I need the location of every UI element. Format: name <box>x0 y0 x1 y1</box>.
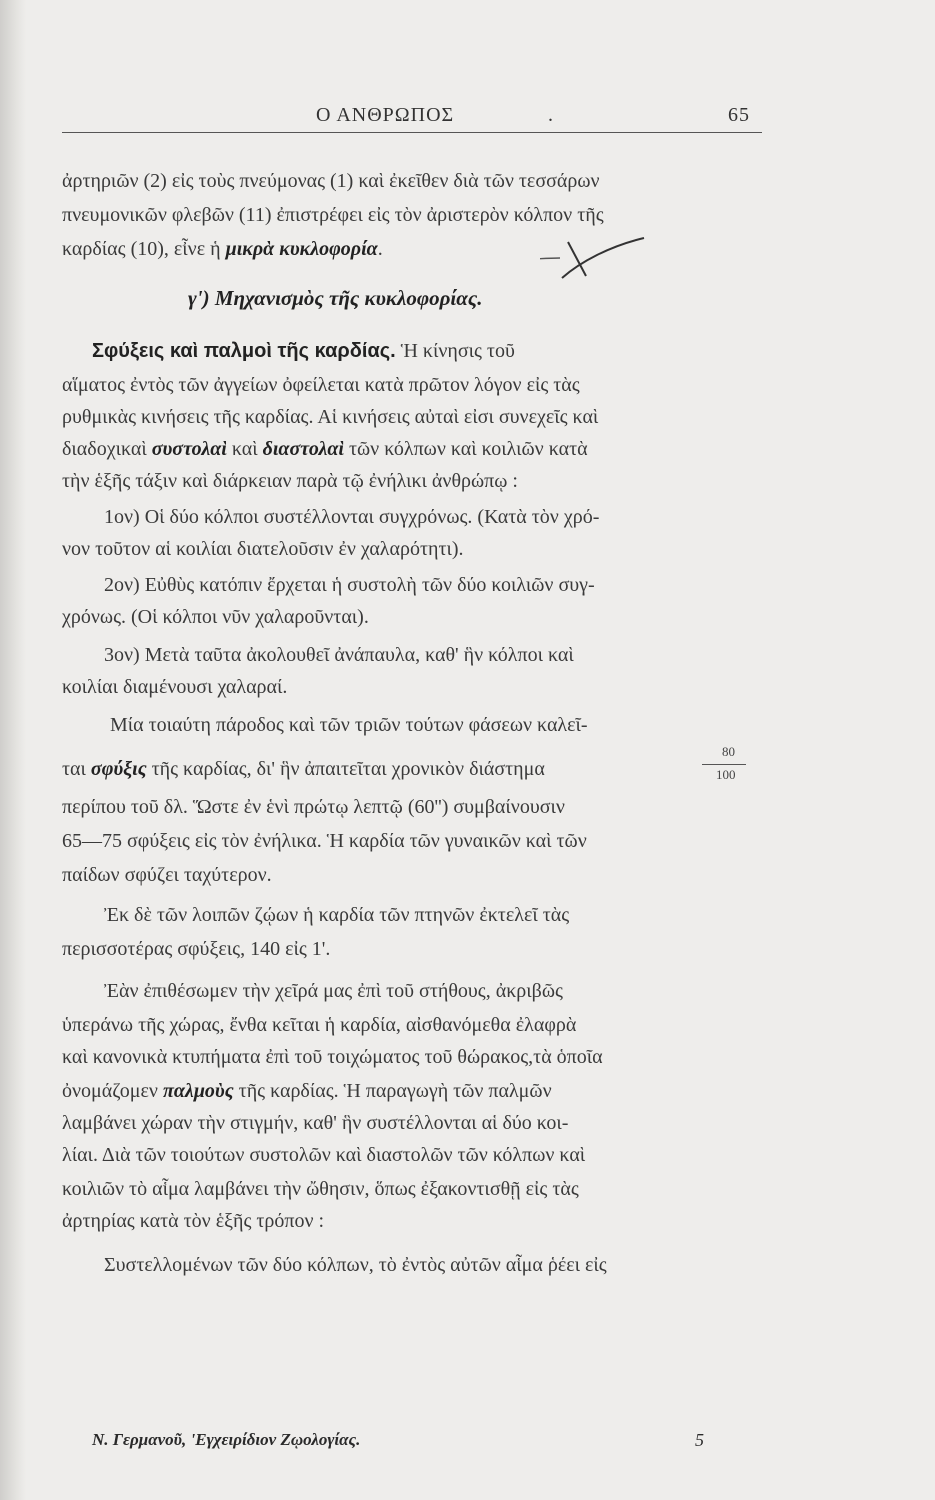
footer-book-title: Ν. Γερμανοῦ, 'Εγχειρίδιον Ζῳολογίας. <box>92 1430 361 1449</box>
text-span: τῶν κόλπων καὶ κοιλιῶν κατὰ <box>343 438 588 460</box>
text-span: τῆς καρδίας, δι' ἣν ἀπαιτεῖται χρονικὸν διάστημα <box>146 758 545 780</box>
text-line: καὶ κανονικὰ κτυπήματα ἐπὶ τοῦ τοιχώματος τοῦ θώρακος,τὰ ὁποῖα <box>62 1046 603 1068</box>
text-line: πνευμονικῶν φλεβῶν (11) ἐπιστρέφει εἰς τὸν ἀριστερὸν κόλπον τῆς <box>62 204 604 226</box>
italic-term: μικρὰ κυκλοφορία <box>225 238 378 260</box>
header-dot: . <box>548 104 554 126</box>
text-line: λαμβάνει χώραν τὴν στιγμήν, καθ' ἣν συστέλλονται αἱ δύο κοι- <box>62 1112 569 1134</box>
signature-mark: 5 <box>695 1430 704 1450</box>
italic-term: συστολαὶ <box>151 438 227 460</box>
footer-signature-line <box>92 1430 772 1450</box>
italic-term: παλμοὺς <box>162 1080 234 1102</box>
text-line: 1ον) Οἱ δύο κόλποι συστέλλονται συγχρόνως. (Κατὰ τὸν χρό- <box>104 506 600 528</box>
fraction-numerator: 80 <box>722 744 735 759</box>
text-span: ὀνομάζομεν <box>62 1080 163 1102</box>
text-line: Ἐὰν ἐπιθέσωμεν τὴν χεῖρά μας ἐπὶ τοῦ στήθους, ἀκριβῶς <box>104 980 563 1002</box>
text-line: ἀρτηριῶν (2) εἰς τοὺς πνεύμονας (1) καὶ ἐκεῖθεν διὰ τῶν τεσσάρων <box>62 170 600 192</box>
italic-term: διαστολαὶ <box>262 438 344 460</box>
text-span: καὶ <box>226 438 263 460</box>
running-title: Ο ΑΝΘΡΩΠΟΣ <box>316 104 455 126</box>
text-span: καρδίας (10), εἶνε ἡ <box>62 238 226 260</box>
text-line: ρυθμικὰς κινήσεις τῆς καρδίας. Αἱ κινήσεις αὐταὶ εἰσι συνεχεῖς καὶ <box>62 406 599 428</box>
text-line: 3ον) Μετὰ ταῦτα ἀκολουθεῖ ἀνάπαυλα, καθ' ἣν κόλποι καὶ <box>104 644 574 666</box>
text-line <box>62 438 588 461</box>
handwritten-cross-mark <box>540 232 650 288</box>
text-line: κοιλιῶν τὸ αἷμα λαμβάνει τὴν ὤθησιν, ὅπως ἐξακοντισθῇ εἰς τὰς <box>62 1178 579 1200</box>
text-line <box>62 758 545 781</box>
text-line: 2ον) Εὐθὺς κατόπιν ἔρχεται ἡ συστολὴ τῶν δύο κοιλιῶν συγ- <box>104 574 595 596</box>
text-span: διαδοχικαὶ <box>62 438 152 460</box>
text-line: Ἐκ δὲ τῶν λοιπῶν ζῴων ἡ καρδία τῶν πτηνῶν ἐκτελεῖ τὰς <box>104 904 570 926</box>
text-line <box>62 238 383 261</box>
text-line: τὴν ἑξῆς τάξιν καὶ διάρκειαν παρὰ τῷ ἐνήλικι ἀνθρώπῳ : <box>62 470 518 492</box>
text-line: αἵματος ἐντὸς τῶν ἀγγείων ὀφείλεται κατὰ πρῶτον λόγον εἰς τὰς <box>62 374 580 396</box>
section-heading: γ') Μηχανισμὸς τῆς κυκλοφορίας. <box>188 286 483 310</box>
text-line: περισσοτέρας σφύξεις, 140 εἰς 1'. <box>62 938 331 960</box>
text-line: λίαι. Διὰ τῶν τοιούτων συστολῶν καὶ διαστολῶν τῶν κόλπων καὶ <box>62 1144 586 1166</box>
text-line: νον τοῦτον αἱ κοιλίαι διατελοῦσιν ἐν χαλαρότητι). <box>62 538 464 560</box>
fraction-denominator: 100 <box>716 767 736 782</box>
header-rule <box>62 132 762 133</box>
page-number: 65 <box>728 104 750 126</box>
running-header <box>0 104 935 134</box>
italic-term: σφύξις <box>90 758 147 780</box>
page-binding-shadow <box>0 0 26 1500</box>
text-line: περίπου τοῦ δλ. Ὥστε ἐν ἑνὶ πρώτῳ λεπτῷ (60'') συμβαίνουσιν <box>62 796 565 818</box>
fraction-bar <box>702 764 746 765</box>
text-span: ται <box>62 758 91 780</box>
bold-run-in-heading: Σφύξεις καὶ παλμοὶ τῆς καρδίας. <box>92 340 396 362</box>
text-line <box>62 1080 552 1103</box>
text-line: ἀρτηρίας κατὰ τὸν ἑξῆς τρόπον : <box>62 1210 325 1232</box>
text-line: ὑπεράνω τῆς χώρας, ἔνθα κεῖται ἡ καρδία, αἰσθανόμεθα ἐλαφρὰ <box>62 1014 577 1036</box>
text-span: Ἡ κίνησις τοῦ <box>395 340 515 362</box>
text-span: τῆς καρδίας. Ἡ παραγωγὴ τῶν παλμῶν <box>233 1080 552 1102</box>
text-span: . <box>377 238 383 260</box>
text-line: χρόνως. (Οἱ κόλποι νῦν χαλαροῦνται). <box>62 606 369 628</box>
text-line: Μία τοιαύτη πάροδος καὶ τῶν τριῶν τούτων φάσεων καλεῖ- <box>110 714 588 736</box>
text-line: κοιλίαι διαμένουσι χαλαραί. <box>62 676 288 698</box>
text-line: Συστελλομένων τῶν δύο κόλπων, τὸ ἐντὸς αὐτῶν αἷμα ῥέει εἰς <box>104 1254 607 1276</box>
text-line <box>92 340 515 363</box>
text-line: 65—75 σφύξεις εἰς τὸν ἐνήλικα. Ἡ καρδία τῶν γυναικῶν καὶ τῶν <box>62 830 587 852</box>
text-line: παίδων σφύζει ταχύτερον. <box>62 864 272 886</box>
